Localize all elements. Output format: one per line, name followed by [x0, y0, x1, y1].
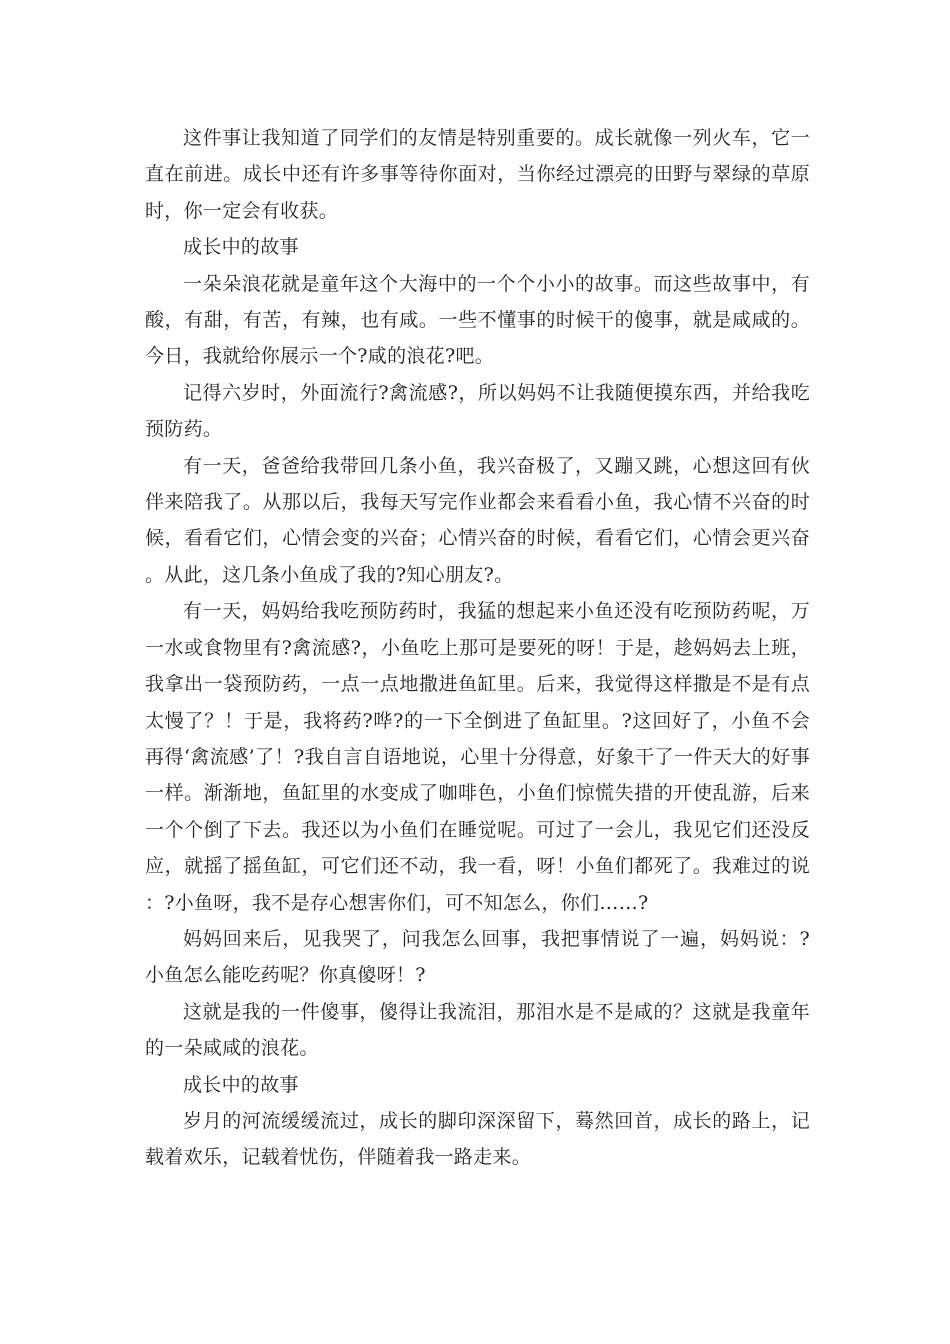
- document-page: [145, 120, 810, 1176]
- paragraph-years-river: 岁月的河流缓缓流过，成长的脚印深深留下，蓦然回首，成长的路上，记载着欢乐，记载着忧伤，伴随着我一路走来。: [145, 1109, 810, 1169]
- paragraph-bird-flu: 记得六岁时，外面流行?禽流感?，所以妈妈不让我随便摸东西，并给我吃预防药。: [145, 381, 810, 441]
- paragraph-waves-intro: 一朵朵浪花就是童年这个大海中的一个个小小的故事。而这些故事中，有酸，有甜，有苦，有辣，也有咸。一些不懂事的时候干的傻事，就是咸咸的。今日，我就给你展示一个?咸的浪花?吧。: [145, 272, 810, 368]
- paragraph-mother-returns: 妈妈回来后，见我哭了，问我怎么回事，我把事情说了一遍，妈妈说：?小鱼怎么能吃药呢？你真傻呀！?: [145, 927, 810, 987]
- paragraph-friendship-conclusion: 这件事让我知道了同学们的友情是特别重要的。成长就像一列火车，它一直在前进。成长中还有许多事等待你面对，当你经过漂亮的田野与翠绿的草原时，你一定会有收获。: [145, 127, 810, 222]
- paragraph-little-fish: 有一天，爸爸给我带回几条小鱼，我兴奋极了，又蹦又跳，心想这回有伙伴来陪我了。从那以后，我每天写完作业都会来看看小鱼，我心情不兴奋的时候，看看它们，心情会变的兴奋；心情兴奋的时候，看看它们，心情会更兴奋。从此，这几条小鱼成了我的?知心朋友?。: [145, 454, 810, 586]
- section-heading: 成长中的故事: [183, 1073, 299, 1096]
- paragraph-salty-wave: 这就是我的一件傻事，傻得让我流泪，那泪水是不是咸的？这就是我童年的一朵咸咸的浪花。: [145, 1000, 810, 1060]
- paragraph-medicine-story: 有一天，妈妈给我吃预防药时，我猛的想起来小鱼还没有吃预防药呢，万一水或食物里有?禽流感?，小鱼吃上那可是要死的呀！于是，趁妈妈去上班，我拿出一袋预防药，一点一点地撒进鱼缸里。后来，我觉得这样撒是不是有点太慢了？！于是，我将药?哗?的一下全倒进了鱼缸里。?这回好了，小鱼不会再得‘禽流感’了！?我自言自语地说，心里十分得意，好象干了一件天大的好事一样。渐渐地，鱼缸里的水变成了咖啡色，小鱼们惊慌失措的开使乱游，后来一个个倒了下去。我还以为小鱼们在睡觉呢。可过了一会儿，我见它们还没反应，就摇了摇鱼缸，可它们还不动，我一看，呀！小鱼们都死了。我难过的说：?小鱼呀，我不是存心想害你们，可不知怎么，你们……?: [145, 600, 810, 914]
- section-heading: 成长中的故事: [183, 236, 299, 259]
